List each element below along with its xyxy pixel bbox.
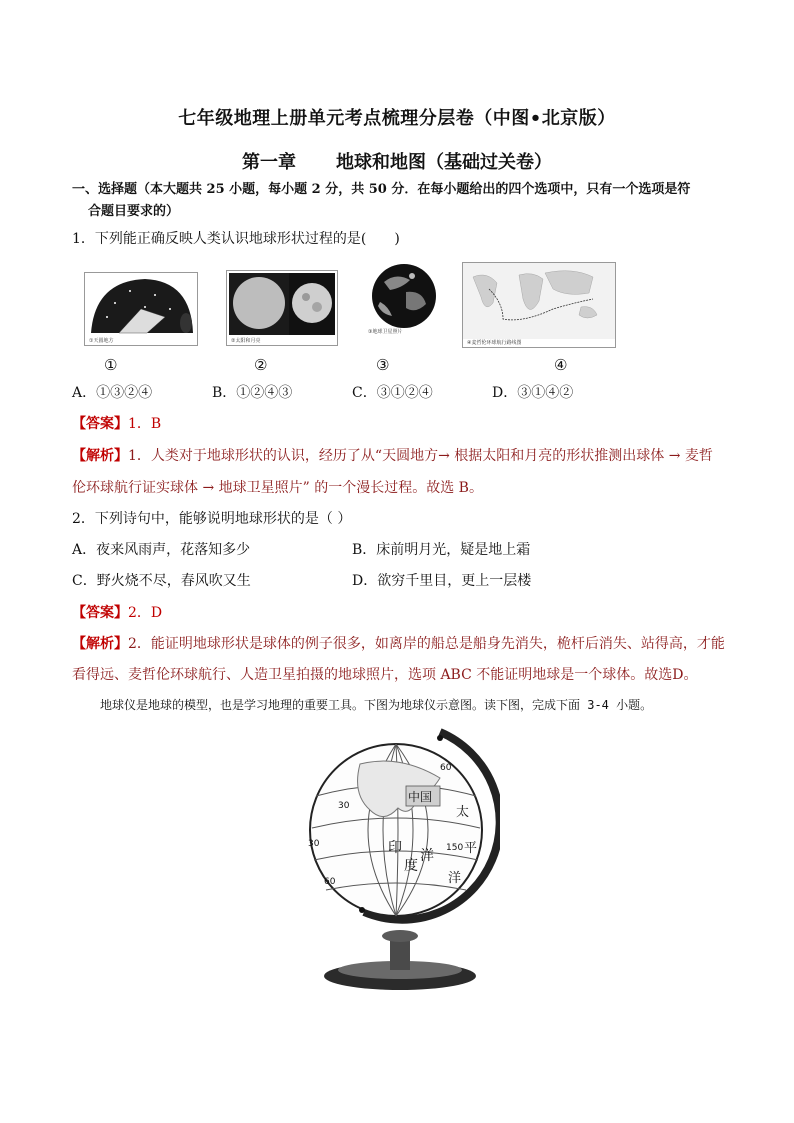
q1-option-d: D．③①④②: [492, 385, 574, 401]
q2-option-b: B．床前明月光，疑是地上霜: [352, 542, 531, 558]
q1-option-c: C．③①②④: [352, 385, 433, 401]
explanation-tag: 【解析】: [72, 636, 128, 652]
answer-value: 1．B: [128, 416, 162, 432]
figure-label-3: ③: [376, 356, 390, 374]
figure-caption-2: ②太阳和月亮: [231, 338, 261, 344]
label-indian-ocean-2: 度: [404, 859, 418, 874]
q1-explanation-line1: [72, 445, 713, 465]
section-instructions: 一、选择题（本大题共 25 小题，每小题 2 分，共 50 分．在每小题给出的四个选项中，只有一个选项是符: [72, 182, 691, 197]
answer-tag: 【答案】: [72, 416, 128, 432]
earth-photo-illustration: [366, 262, 442, 334]
label-pacific-1: 太: [456, 804, 470, 819]
world-map-illustration: [463, 263, 615, 339]
q2-explanation-line2: 看得远、麦哲伦环球航行、人造卫星拍摄的地球照片，选项 ABC 不能证明地球是一个球体。故选D。: [72, 667, 698, 683]
figure-label-4: ④: [554, 356, 568, 374]
figure-magellan-route-map: [462, 262, 616, 348]
figure-sun-moon: [226, 270, 338, 346]
figure-caption-4: ④麦哲伦环球航行路线图: [467, 340, 522, 346]
answer-tag: 【答案】: [72, 605, 128, 621]
chapter-heading: [0, 148, 794, 174]
q1-answer: [72, 413, 161, 433]
q1-option-a: A．①③②④: [72, 385, 153, 401]
figure-caption-1: ①天圆地方: [89, 338, 114, 344]
answer-value: 2．D: [128, 605, 163, 621]
sun-moon-illustration: [227, 271, 337, 345]
lat-label-1: 30: [338, 801, 350, 811]
question-2-stem: 2．下列诗句中，能够说明地球形状的是（ ）: [72, 511, 352, 527]
q1-explanation-line2: 伦环球航行证实球体 → 地球卫星照片” 的一个漫长过程。故选 B。: [72, 480, 483, 496]
explanation-text: 2．能证明地球形状是球体的例子很多，如离岸的船总是船身先消失，桅杆后消失、站得高，才能: [128, 636, 725, 652]
figure-label-1: ①: [104, 356, 118, 374]
q1-option-b: B．①②④③: [212, 385, 293, 401]
q2-option-d: D．欲穷千里目，更上一层楼: [352, 573, 532, 589]
figure-label-2: ②: [254, 356, 268, 374]
page-title: 七年级地理上册单元考点梳理分层卷（中图•北京版）: [178, 108, 616, 129]
q2-explanation-line1: [72, 633, 725, 653]
figure-caption-3: ③地球卫星照片: [368, 329, 403, 335]
lon-label-150: 150: [446, 843, 464, 853]
explanation-tag: 【解析】: [72, 448, 128, 464]
figure-heaven-round-earth-square: [84, 272, 198, 346]
figure-earth-satellite-photo: [366, 262, 442, 342]
label-pacific-2: 平: [464, 840, 478, 855]
explanation-text: 1．人类对于地球形状的认识，经历了从“天圆地方→ 根据太阳和月亮的形状推测出球体 → 麦哲: [128, 448, 713, 464]
q2-option-a: A．夜来风雨声，花落知多少: [72, 542, 251, 558]
q3-4-intro: 地球仪是地球的模型，也是学习地理的重要工具。下图为地球仪示意图。读下图，完成下面 3-4 小题。: [100, 698, 653, 712]
chapter-number: 第一章: [242, 152, 296, 173]
lat-label-3: 60: [324, 877, 336, 887]
lat-label-4: 60: [440, 763, 452, 773]
label-indian-ocean-3: 洋: [420, 849, 434, 864]
globe-illustration: [300, 724, 500, 994]
label-pacific-3: 洋: [448, 870, 462, 885]
lat-label-2: 30: [308, 839, 320, 849]
chapter-title: 地球和地图（基础过关卷）: [336, 152, 552, 173]
label-indian-ocean-1: 印: [388, 841, 402, 856]
dome-illustration: [85, 273, 197, 345]
q2-option-c: C．野火烧不尽，春风吹又生: [72, 573, 251, 589]
q2-answer: [72, 602, 162, 622]
question-1-stem: 1．下列能正确反映人类认识地球形状过程的是( ): [72, 231, 400, 247]
section-instructions-cont: 合题目要求的）: [88, 204, 180, 219]
label-china: 中国: [408, 790, 433, 804]
